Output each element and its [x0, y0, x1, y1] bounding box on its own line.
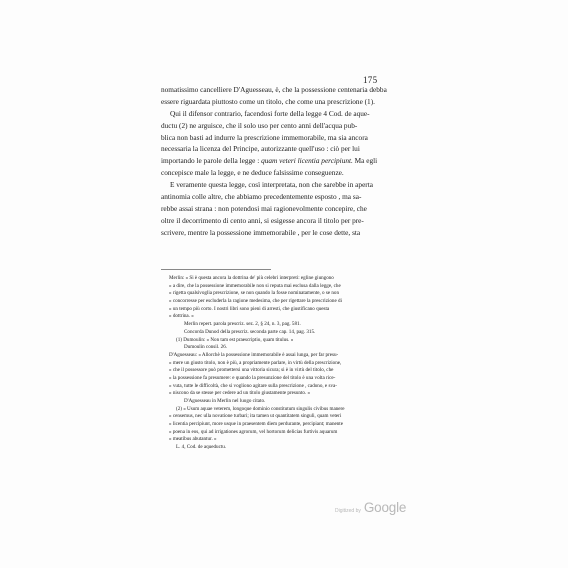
- footnote-line: » a dire, che la possessione immemorabile non si reputa mai esclusa dalla legge, che: [169, 282, 341, 289]
- footnote-line: Merlin: « Si è questa ancora la dottrina de' più celebri interpreti: egline giungono: [169, 275, 334, 281]
- digitized-watermark: [335, 500, 406, 515]
- footnote-line: D'Aguesseau in Merlin nel luogo citato.: [184, 398, 266, 404]
- footnote-line: » la possessione fa presumere: e quando la presunzione del titolo è una volta rice-: [169, 374, 336, 381]
- text-line: Qui il difensor contrario, facendosi forte della legge 4 Cod. de aque-: [170, 108, 370, 118]
- text-line: rebbe assai strana : non potendosi mai ragionevolmente concepire, che: [161, 203, 367, 213]
- text-line: oltre il decorrimento di cento anni, si esigesse ancora il titolo per pre-: [161, 215, 364, 225]
- main-text-block: [161, 84, 393, 239]
- footnote-line: » niscono da se stesse per cedere ad un titolo giustamente presunto. »: [169, 390, 311, 397]
- footnote-line: » meatibus abutantur. »: [169, 436, 217, 443]
- text-line: necessaria la licenza del Principe, autorizzante quell'uso : ciò per lui: [161, 144, 360, 154]
- latin-quote: quam veteri licentia percipiunt.: [261, 156, 353, 166]
- footnote-line: (2) « Usum aquae veterem, longoque dominio constitutum singulis civibus manere: [176, 405, 345, 412]
- google-logo: Google: [363, 500, 407, 515]
- footnote-line: » poena in eos, qui ad irrigationes agrorum, vel hortorum delicias furtivis aquarum: [169, 428, 338, 435]
- footnote-line: » che il possessore può promettersi una vittoria sicura; si è in virtù del titolo, che: [169, 367, 334, 374]
- footnote-line: » un tempo più corto. I nostri libri sono pieni di arresti, che giustificano questa: [169, 305, 330, 312]
- footnote-line: Concorda Dunod della prescriz. seconda parte cap. 14, pag. 315.: [184, 328, 316, 335]
- footnote-line: » mere un giusto titolo, non è più, a propriamente parlare, in virtù della prescrizione,: [169, 359, 342, 366]
- text-line: nomatissimo cancelliere D'Aguesseau, è, che la possessione centenaria debba: [161, 85, 387, 94]
- footnote-separator: [161, 269, 271, 270]
- footnote-line: » dottrina. »: [169, 313, 194, 320]
- footnote-line: » concorresse per escluderla la ragione medesima, che per rigettare la prescrizione di: [169, 298, 342, 305]
- footnote-line: » censemus, nec ulla novatione turbari; ita tamen ut quantitatem singuli, quam veteri: [169, 413, 342, 420]
- text-line: ductu (2) ne arguisce, che il solo uso per cento anni dell'acqua pub-: [161, 120, 358, 130]
- footnotes-block: [169, 275, 395, 452]
- text-line: scrivere, mentre la possessione immemorabile , per le cose dette, sta: [161, 227, 361, 237]
- footnote-line: Merlin repert. parola prescriz. sez. 2, § 24, n. 3, pag. 581.: [184, 321, 301, 328]
- footnote-line: » vuta, tutte le difficoltà, che si vogliono agitare sulla prescrizione , cadono, e sva-: [169, 382, 337, 389]
- footnote-line: (1) Dumoulin: « Non tam est praescriptio, quam titulus. »: [176, 336, 294, 343]
- footnote-line: Dumoulin consil. 26.: [184, 344, 228, 351]
- text-line: blica non basti ad indurre la prescrizione immemorabile, ma sia ancora: [161, 132, 368, 142]
- text-line: importando le parole della legge : quam veteri licentia percipiunt. Ma egli: [161, 156, 378, 166]
- footnote-line: » rigetta qualsivoglia prescrizione, se non quando la fosse nominatamente, o se non: [169, 290, 340, 297]
- text-line: E veramente questa legge, così interpretata, non che sarebbe in aperta: [170, 180, 374, 190]
- text-line: concepisce male la legge, e ne deduce falsissime conseguenze.: [161, 168, 344, 178]
- watermark-prefix: Digitized by: [335, 508, 361, 514]
- footnote-line: L. 4, Cod. de aqueductu.: [176, 444, 227, 451]
- footnote-line: D'Aguesseau: « Allorchè la possessione immemorabile è assai lunga, per far presu-: [169, 351, 339, 358]
- page-number: 175: [363, 75, 378, 85]
- text-line: antinomia colle altre, che abbiamo precedentemente esposto , ma sa-: [161, 192, 362, 202]
- text-line: essere riguardata piuttosto come un titolo, che come una prescrizione (1).: [161, 96, 375, 106]
- footnote-line: » licentia percipiunt, more usque in praesentem diem perdurante, percipiant; manente: [169, 421, 343, 428]
